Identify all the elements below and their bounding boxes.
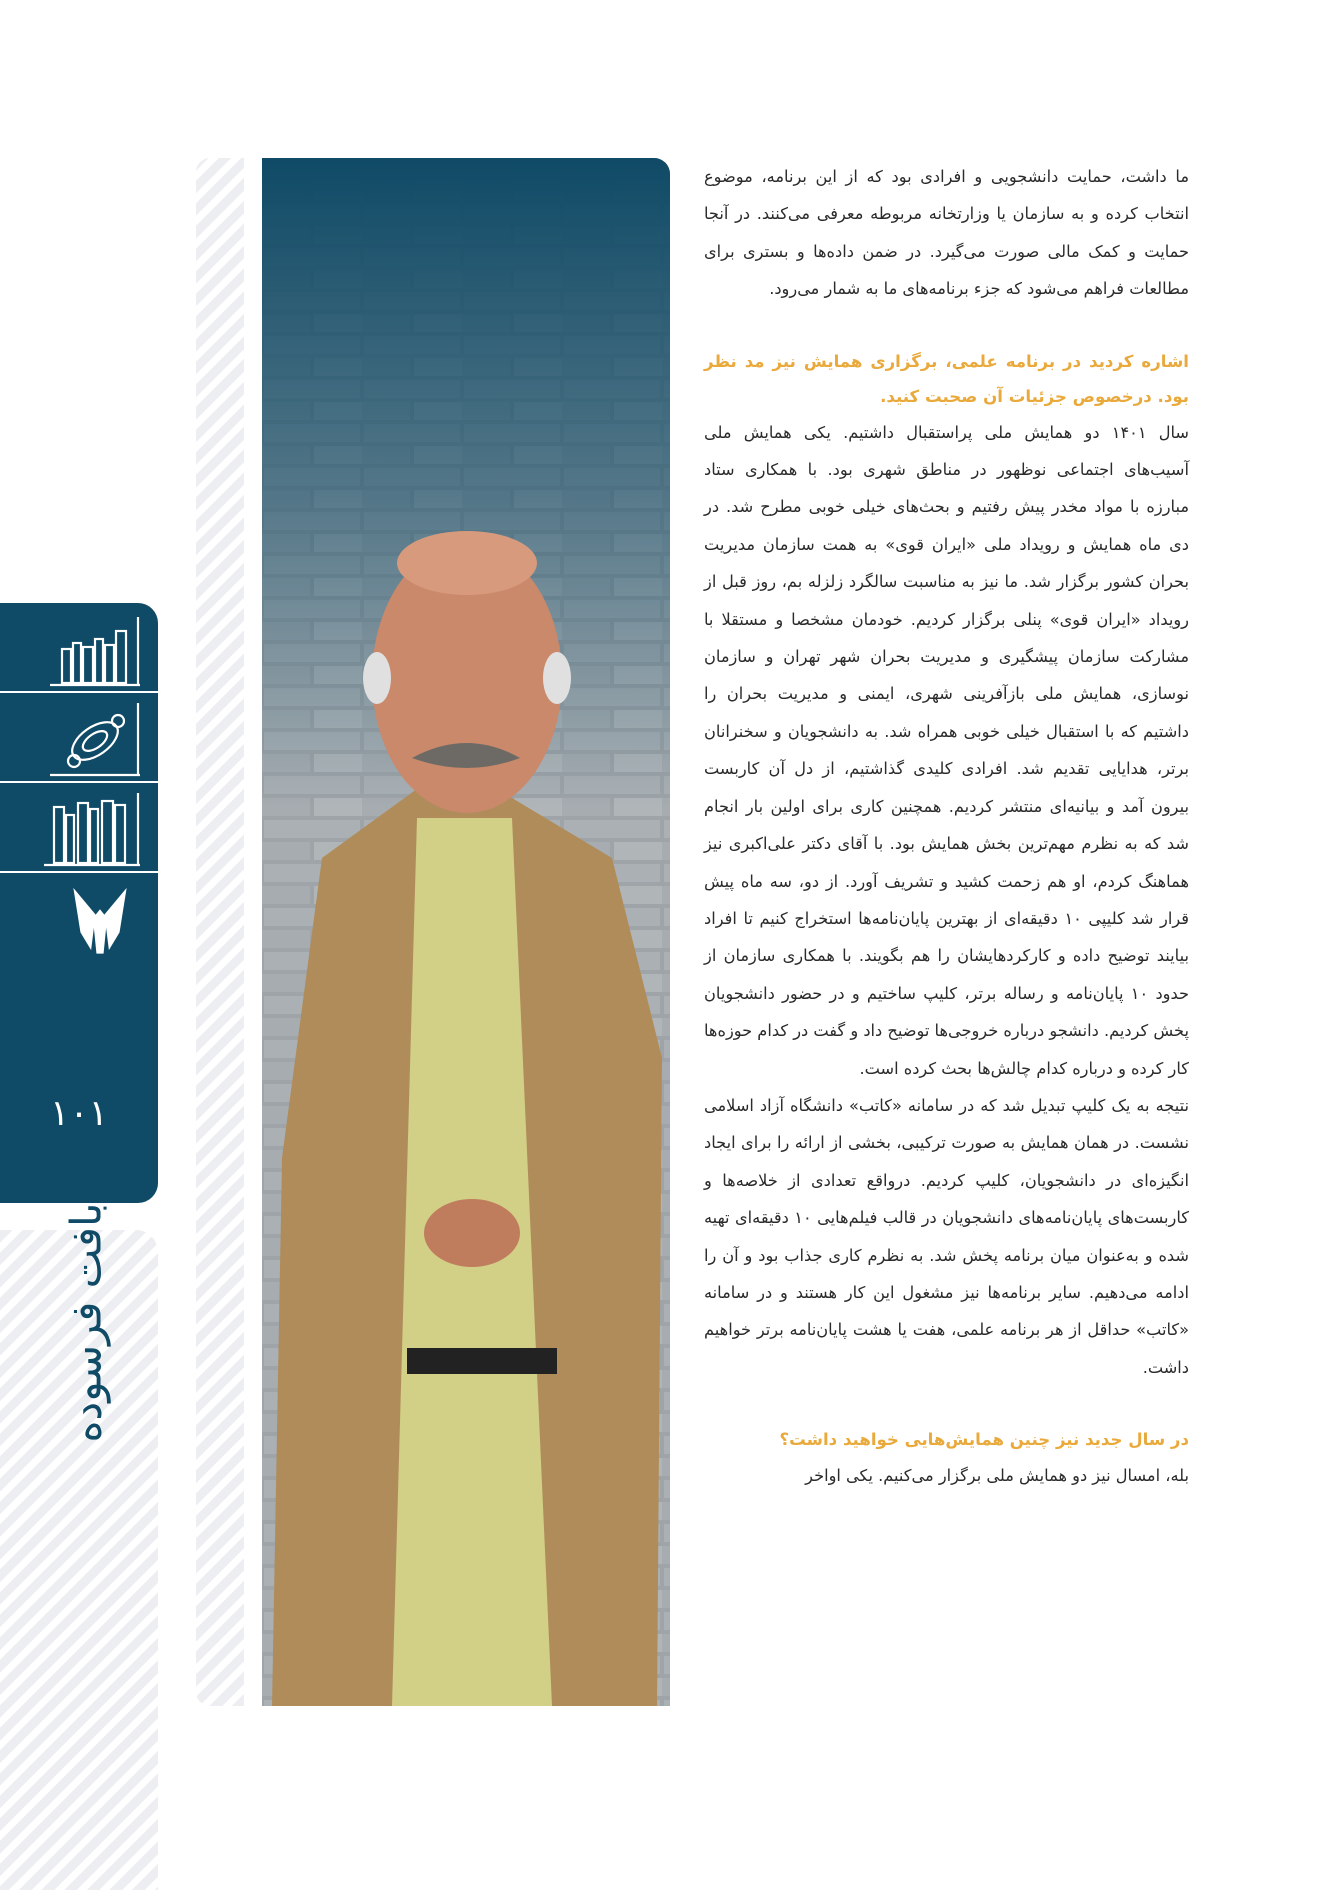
paragraph: ما داشت، حمایت دانشجویی و افرادی بود که از این برنامه، موضوع انتخاب کرده و به سازمان یا وزارتخانه مربوطه معرفی می‌کنند. در آنجا حمایت و کمک مالی صورت می‌گیرد. در ضمن داده‌ها و بستری برای مطالعات فراهم می‌شود که جزء برنامه‌های ما به شمار می‌رود.	[704, 167, 1189, 299]
university-logo-icon	[0, 873, 158, 969]
article-text	[704, 158, 1189, 1495]
paragraph: بله، امسال نیز دو همایش ملی برگزار می‌کنیم. یکی اواخر	[805, 1466, 1189, 1486]
paragraph: نتیجه به یک کلیپ تبدیل شد که در سامانه «کاتب» دانشگاه آزاد اسلامی نشست. در همان همایش به صورت ترکیبی، بخشی از ارائه را برای ایجاد انگیزه‌ای در دانشجویان، کلیپ کردیم. درواقع تعدادی از خلاصه‌ها و کاربست‌های پایان‌نامه‌های دانشجویان در قالب فیلم‌هایی ۱۰ دقیقه‌ای تهیه شده و به‌عنوان میان برنامه پخش شد. به نظرم کاری جذاب بود و آن را ادامه می‌دهیم. سایر برنامه‌ها نیز مشغول این کار هستند و در سامانه «کاتب» حداقل از هر برنامه علمی، هفت یا هشت پایان‌نامه برتر خواهیم داشت.	[704, 1095, 1190, 1377]
page-number: ۱۰۱	[49, 1093, 108, 1134]
interview-question: در سال جدید نیز چنین همایش‌هایی خواهید داشت؟	[779, 1430, 1189, 1450]
decorative-stripe-column	[196, 158, 244, 1706]
portrait-photo	[262, 158, 670, 1706]
side-tab	[0, 603, 158, 1203]
section-title: بافت فرسوده	[61, 1202, 111, 1443]
bookshelf-icon	[0, 603, 158, 693]
scroll-icon	[0, 693, 158, 783]
interview-question: اشاره کردید در برنامه علمی، برگزاری همایش نیز مد نظر بود. درخصوص جزئیات آن صحبت کنید.	[704, 351, 1189, 406]
paragraph: سال ۱۴۰۱ دو همایش ملی پراستقبال داشتیم. یکی همایش ملی آسیب‌های اجتماعی نوظهور در مناطق شهری بود. با همکاری ستاد مبارزه با مواد مخدر پیش رفتیم و بحث‌های خیلی خوبی مطرح شد. در دی ماه همایش و رویداد ملی «ایران قوی» به همت سازمان مدیریت بحران کشور برگزار شد. ما نیز به مناسبت سالگرد زلزله بم، روز قبل از رویداد «ایران قوی» پنلی برگزار کردیم. خودمان مشخصا و مستقلا با مشارکت سازمان پیشگیری و مدیریت بحران شهر تهران و سازمان نوسازی، همایش ملی بازآفرینی شهری، ایمنی و مدیریت بحران را داشتیم که با استقبال خیلی خوبی همراه شد. به دانشجویان و سخنرانان برتر، هدایایی تقدیم شد. افرادی کلیدی گذاشتیم، از دل آن کاربست بیرون آمد و بیانیه‌ای منتشر کردیم. همچنین کاری برای اولین بار انجام شد که به نظرم مهم‌ترین بخش همایش بود. با آقای دکتر علی‌اکبری نیز هماهنگ کردم، او هم زحمت کشید و تشریف آورد. از دو، سه ماه پیش قرار شد کلیپی ۱۰ دقیقه‌ای از بهترین پایان‌نامه‌ها استخراج کنیم تا افراد بیایند توضیح داده و کارکردهایشان را هم بگویند. با همکاری سازمان از حدود ۱۰ پایان‌نامه و رساله برتر، کلیپ ساختیم و در حضور دانشجویان پخش کردیم. دانشجو درباره خروجی‌ها توضیح داد و گفت در کدام حوزه‌ها کار کرده و درباره کدام چالش‌ها بحث کرده است.	[704, 422, 1189, 1078]
books-icon	[0, 783, 158, 873]
